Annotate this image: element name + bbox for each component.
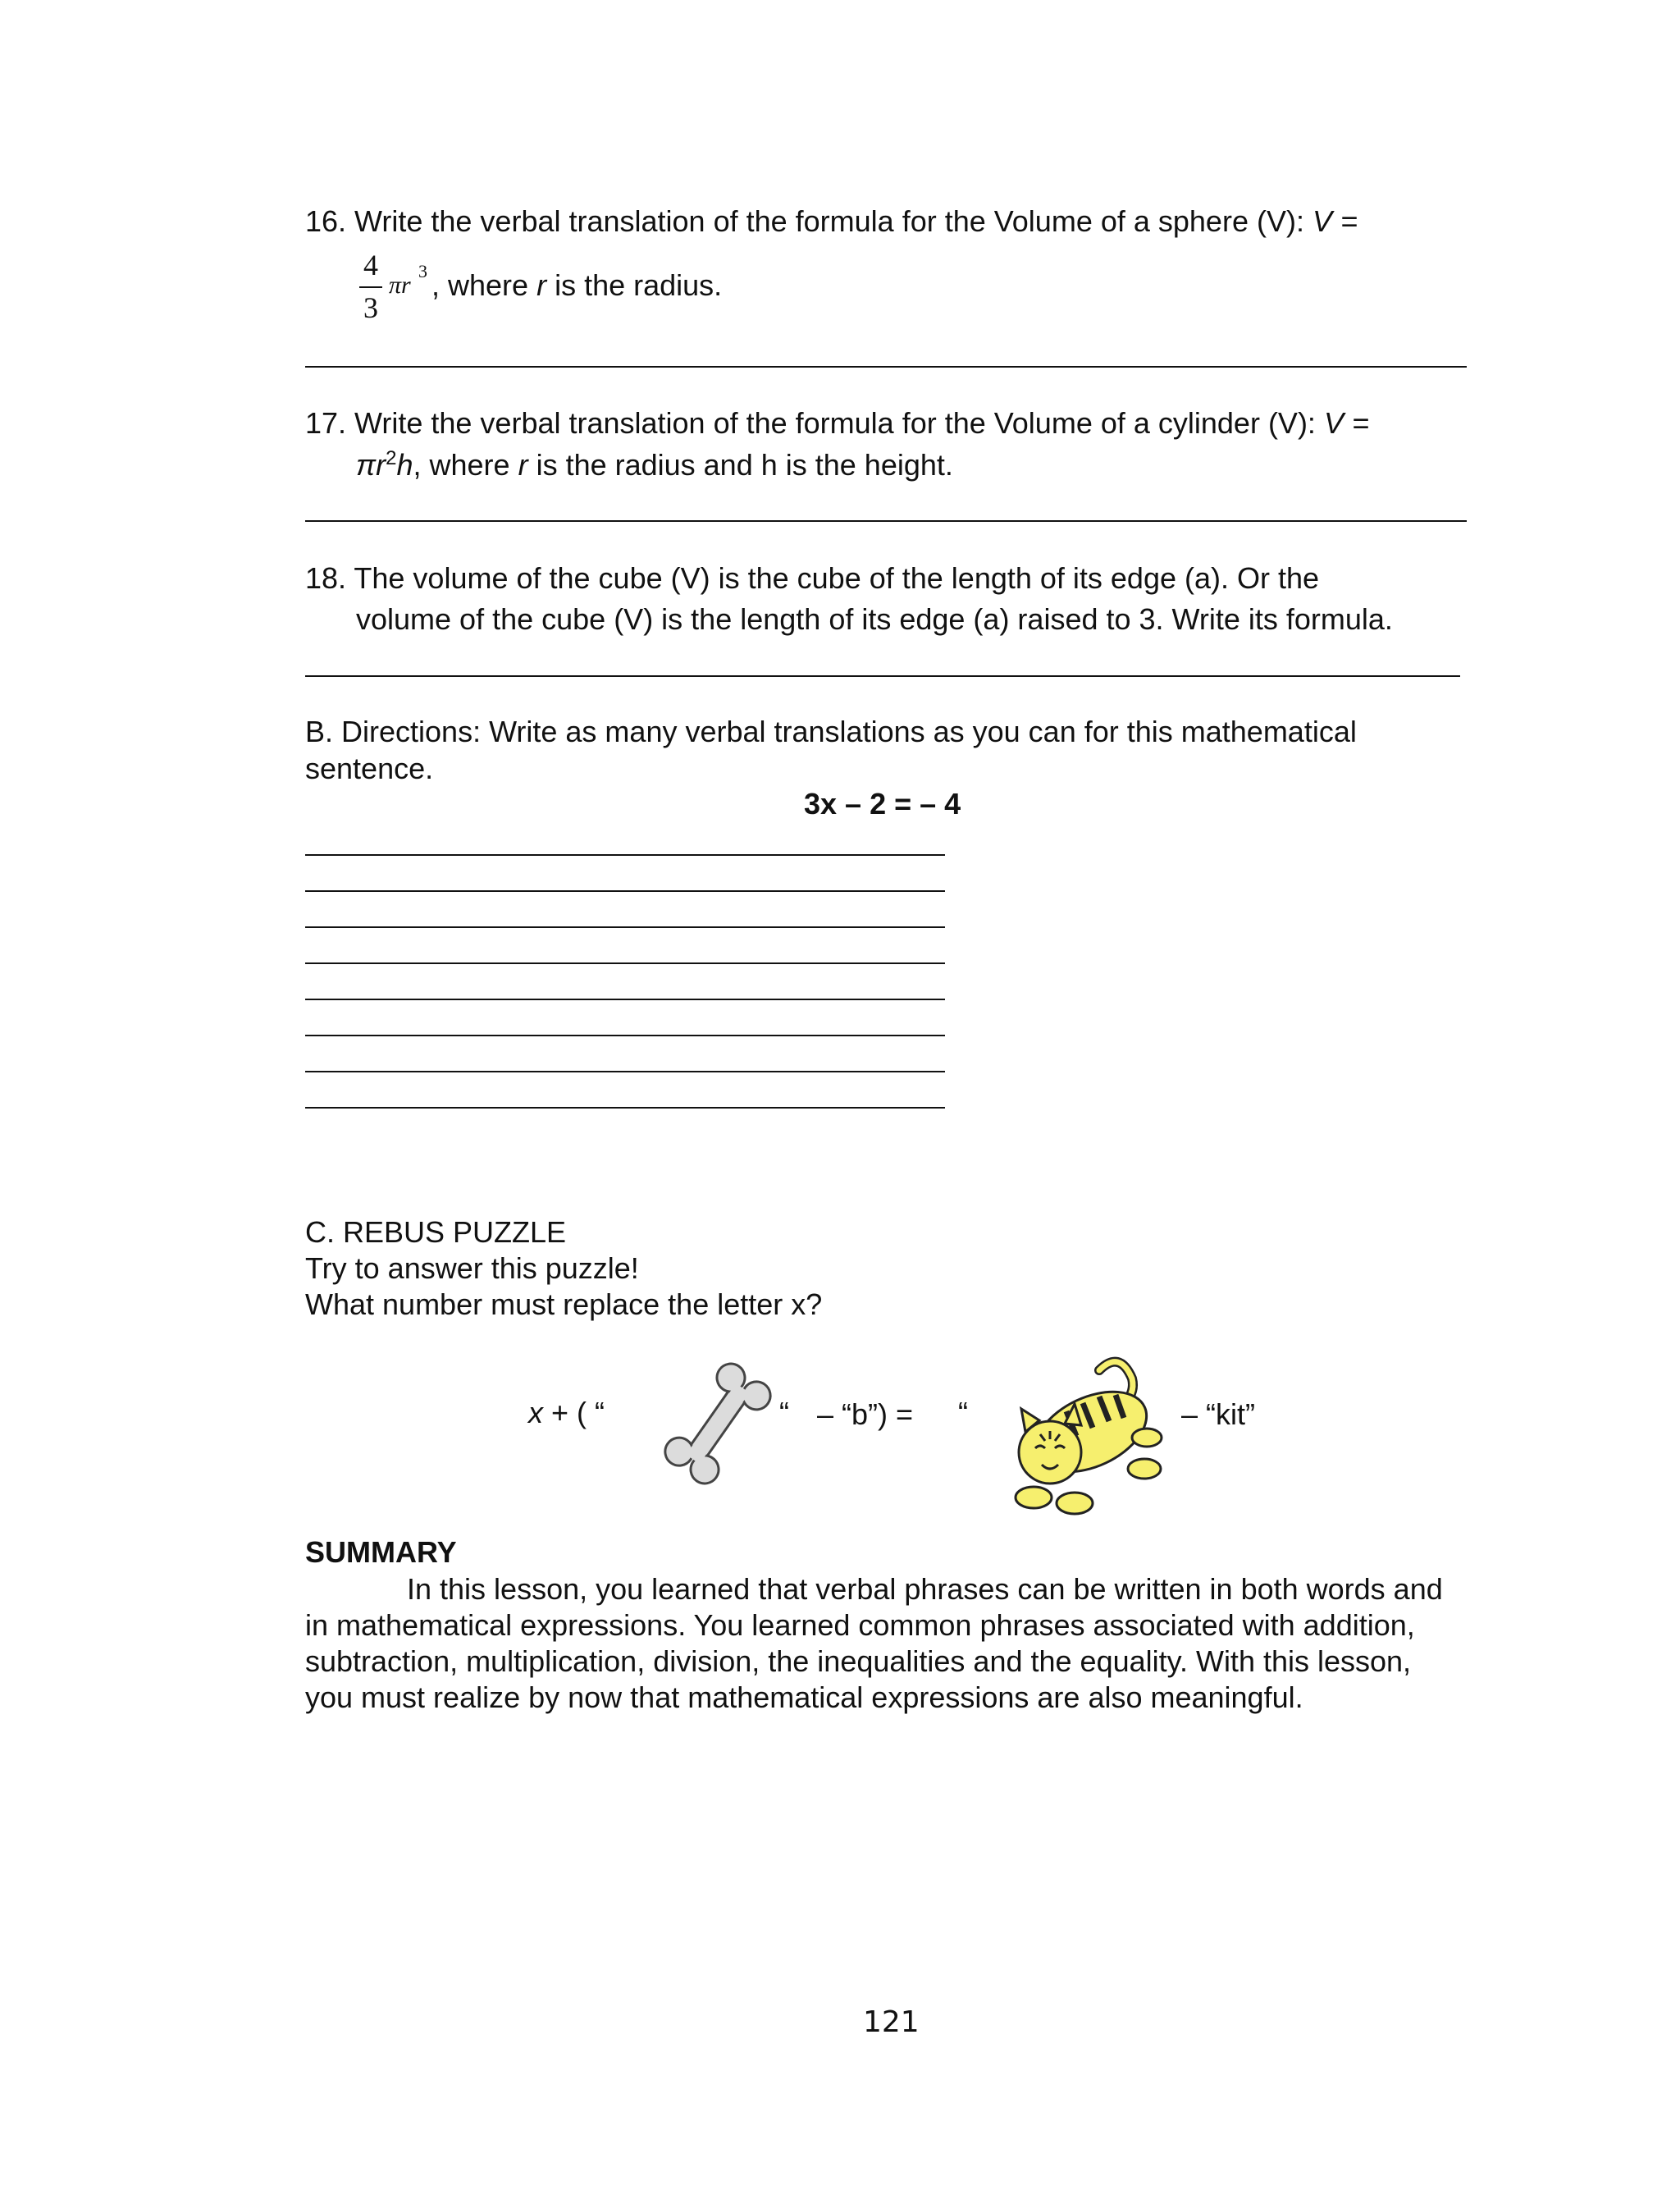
- q17-line1: 17. Write the verbal translation of the formula for the Volume of a cylinder (V): V =: [305, 406, 1369, 440]
- cat-icon: [976, 1346, 1181, 1518]
- q17-line2: $\pi r^2h$, where r is the radius and h is the height.: [356, 447, 953, 482]
- q16-answer-line[interactable]: [305, 366, 1467, 368]
- q17-answer-line[interactable]: [305, 520, 1467, 522]
- q16-tail: , where r is the radius.: [431, 268, 723, 302]
- part-b-line1: B. Directions: Write as many verbal translations as you can for this mathematical: [305, 715, 1357, 748]
- q18-line1: 18. The volume of the cube (V) is the cube of the length of its edge (a). Or the: [305, 561, 1320, 595]
- q16-fraction-bar: [359, 286, 382, 288]
- cat-paw: [1057, 1493, 1093, 1514]
- q18-line2: volume of the cube (V) is the length of its edge (a) raised to 3. Write its formula.: [356, 602, 1393, 636]
- summary-heading: SUMMARY: [305, 1535, 457, 1569]
- bone-shape: [660, 1358, 776, 1488]
- answer-line[interactable]: [305, 1107, 945, 1109]
- answer-line[interactable]: [305, 999, 945, 1000]
- bone-icon: [648, 1354, 788, 1493]
- answer-line[interactable]: [305, 962, 945, 964]
- part-b-line2: sentence.: [305, 752, 434, 785]
- q16-exponent: 3: [418, 261, 427, 281]
- answer-line[interactable]: [305, 1035, 945, 1036]
- puzzle-x-plus: x + ( “: [528, 1396, 605, 1429]
- q16-fraction-denominator: 3: [363, 291, 378, 324]
- answer-line[interactable]: [305, 854, 945, 856]
- cat-paw: [1016, 1487, 1052, 1508]
- part-b-equation: 3x – 2 = – 4: [804, 787, 961, 821]
- part-c-title: C. REBUS PUZZLE: [305, 1215, 567, 1249]
- summary-body: In this lesson, you learned that verbal phrases can be written in both words and in mathematical expressions. You learned common phrases associated with addition, subtraction, multiplication, division, the inequalities and the equality. With this lesson, you must realize by now that mathematical expressions are also meaningful.: [305, 1572, 1443, 1714]
- puzzle-minus-b: – “b”) =: [817, 1397, 914, 1431]
- puzzle-minus-kit: – “kit”: [1181, 1397, 1255, 1431]
- q16-fraction-numerator: 4: [363, 249, 378, 281]
- puzzle-open-quote: “: [958, 1396, 968, 1429]
- answer-line[interactable]: [305, 890, 945, 892]
- page-number: 121: [863, 2005, 920, 2039]
- answer-line[interactable]: [305, 926, 945, 928]
- part-c-line2: What number must replace the letter x?: [305, 1287, 823, 1321]
- cat-paw: [1128, 1459, 1161, 1479]
- puzzle-close-quote: “: [779, 1396, 789, 1429]
- q16-pi-r: πr: [389, 272, 411, 299]
- part-c-line1: Try to answer this puzzle!: [305, 1251, 639, 1285]
- answer-line[interactable]: [305, 1071, 945, 1072]
- q16-line1: 16. Write the verbal translation of the formula for the Volume of a sphere (V): V =: [305, 204, 1358, 238]
- bone-fill: [686, 1383, 749, 1464]
- q18-answer-line[interactable]: [305, 675, 1460, 677]
- cat-paw: [1132, 1429, 1162, 1447]
